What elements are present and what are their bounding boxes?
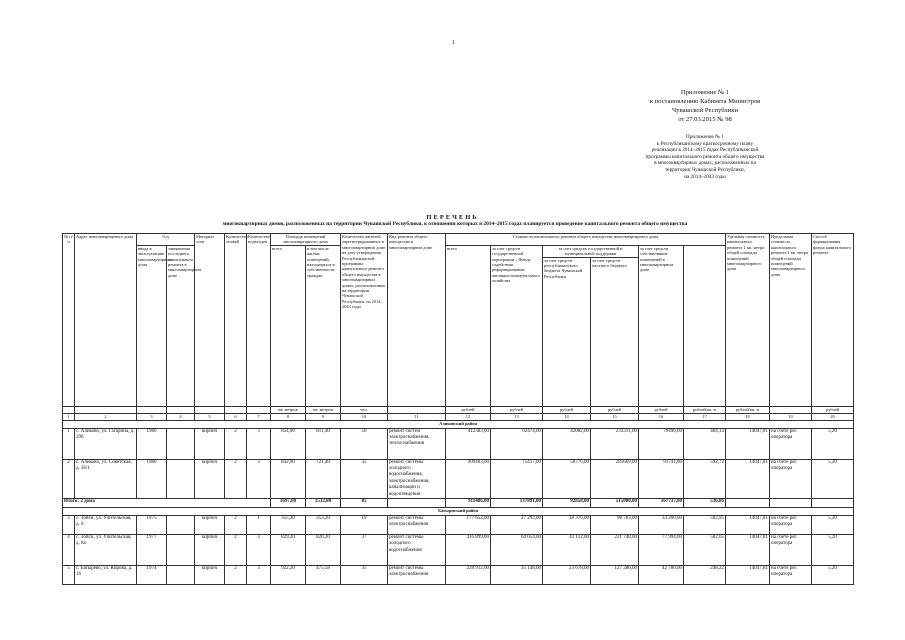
cell-method: на счете рег. оператора [770,459,812,498]
cell-cost-rep: 50776,00 [543,459,591,498]
document-title: ПЕРЕЧЕНЬ [426,214,479,221]
cell-cost-total: 177 652,00 [446,516,491,535]
column-number: 9 [306,413,341,420]
column-number: 8 [271,413,306,420]
cell-area-private: 820,20 [306,535,341,566]
unit-rub: рублей [543,406,591,413]
header-cost-total: всего [446,245,491,406]
column-number: 20 [812,413,854,420]
header-row-1 [63,234,854,246]
table-row [63,516,854,535]
unit-area: кв. метров [306,406,341,413]
header-fund-method: Способ формирования фонда капитального ремонта [812,234,854,407]
total-unit-cost: 536,86 [684,499,726,508]
header-floors: Количество этажей [225,234,247,407]
total-cost-total: 911486,00 [446,499,491,508]
cell-cost-owners: 91741,00 [639,459,684,498]
cell-unit-cost: 502,65 [684,535,726,566]
cell-year-built: 1975 [137,516,167,535]
table-row [63,459,854,498]
cell-cost-local: 231 740,00 [591,535,639,566]
header-unit-cost: Удельная стоимость капитального ремонта 1 кв. метра общей площади помещений многоквартирного дома [726,234,770,407]
cell-address: с. Батырево, ул. Кирова, д. 16 [75,566,137,585]
appendix-sub-line: программы капитального ремонта общего имущества [645,153,765,160]
cell-method: на счете рег. оператора [770,566,812,585]
cell-area-total: 842,90 [271,459,306,498]
cell-cost-local: 281669,00 [591,459,639,498]
cell-year-reno [167,566,195,585]
cell-floors: 2 [225,428,247,459]
cell-cost-total: 499403,00 [446,459,491,498]
total-empty-cell [388,499,446,508]
units-row [63,406,854,413]
appendix-sub-line: в многоквартирных домах, расположенных на [654,160,756,167]
cell-area-private: 721,40 [306,459,341,498]
cell-cost-fund: 75417,00 [491,459,543,498]
appendix-sub-line: Приложение № 1 [686,134,724,140]
header-work-type: Вид ремонта общего имущества в многоквартирном доме [388,234,446,407]
cell-residents: 35 [341,566,388,585]
cell-cost-rep: 42082,00 [543,428,591,459]
cell-area-private: 811,40 [306,428,341,459]
appendix-main-line: от 27.03.2015 № 98 [678,116,732,123]
cell-floors: 2 [225,516,247,535]
cell-method: на счете рег. оператора [770,516,812,535]
cell-residents: 35 [341,459,388,498]
column-number: 16 [639,413,684,420]
column-number: 10 [341,413,388,420]
cell-max-cost: 14047,81 [726,566,770,585]
cell-cost-rep: 43 112,00 [543,535,591,566]
cell-cost-fund: 35 148,00 [491,566,543,585]
cell-address: с. Тойси, ул. Учительская, д. 8а [75,535,137,566]
header-area-total: всего [271,245,306,406]
cell-entrances: 3 [247,566,271,585]
cell-unit-cost: 484,14 [684,428,726,459]
cell-wall: кирпич [195,428,225,459]
table-row [63,566,854,585]
cell-area-total: 854,90 [271,428,306,459]
table-row [63,535,854,566]
appendix-main-line: Приложение № 1 [680,89,730,96]
column-number: 12 [446,413,491,420]
cell-floors: 2 [225,535,247,566]
cell-cost-owners: 33 200,00 [639,516,684,535]
cell-cost-owners: 79496,00 [639,428,684,459]
cell-wall: кирпич [195,535,225,566]
cell-cost-owners: 42 780,00 [639,566,684,585]
appendix-main [600,88,810,124]
cell-work: ремонт системы холодного водоснабжения, электроснабжения, канализации и водоотведения [388,459,446,498]
cell-max-cost: 14047,81 [726,535,770,566]
header-year-built: ввода в эксплуатацию многоквартирного дома [137,245,167,406]
unit-rub: рублей [591,406,639,413]
header-max-cost: Предельная стоимость капитального ремонта 1 кв. метра общей площади помещений многоквартирного дома [770,234,812,407]
cell-floors: 2 [225,566,247,585]
cell-min: 5,20 [812,428,854,459]
header-cost-state: за счет средств государственной и муниципальной поддержки [543,245,639,257]
cell-area-total: 922,20 [271,566,306,585]
cell-cost-fund: 62474,00 [491,428,543,459]
column-number: 18 [726,413,770,420]
cell-wall: кирпич [195,516,225,535]
header-entrances: Количество подъездов [247,234,271,407]
unit-rub: рублей [491,406,543,413]
total-empty-cell [770,499,812,508]
column-numbers-row [63,413,854,420]
column-number: 1 [63,413,75,420]
cell-unit-cost: 592,72 [684,459,726,498]
header-cost-group: Стоимость капитального ремонта общего имущества многоквартирного дома [446,234,726,246]
column-number: 4 [167,413,195,420]
cell-entrances: 3 [247,428,271,459]
header-cost-rep: за счет средств республиканского бюджета Чувашской Республики [543,257,591,406]
unit-rub: рублей [446,406,491,413]
cell-year-built: 1980 [137,459,167,498]
cell-cost-local: 98 783,00 [591,516,639,535]
cell-year-reno [167,459,195,498]
header-wall: Материал стен [195,234,225,407]
district-row [63,508,854,516]
cell-address: с. Аликово, ул. Гагарина, д. 29б [75,428,137,459]
district-row [63,420,854,428]
cell-cost-owners: 77 994,00 [639,535,684,566]
cell-year-reno [167,428,195,459]
total-area-total: 1697,80 [271,499,306,508]
cell-area-private: 353,20 [306,516,341,535]
cell-min: 5,20 [812,459,854,498]
cell-work: ремонт системы электроснабжения [388,516,446,535]
cell-wall: кирпич [195,566,225,585]
cell-address: с. Тойси, ул. Учительская, д. 6 [75,516,137,535]
appendix-sub-line: к Республиканскому краткосрочному плану [656,140,754,147]
unit-area: кв. метров [271,406,306,413]
appendix-sub [600,134,810,180]
total-cost-rep: 92858,00 [543,499,591,508]
total-empty-cell [726,499,770,508]
total-area-private: 1532,80 [306,499,341,508]
column-number: 5 [195,413,225,420]
column-number: 11 [388,413,446,420]
cell-area-total: 829,20 [271,535,306,566]
cell-max-cost: 14047,81 [726,459,770,498]
column-number: 14 [543,413,591,420]
page-number: 1 [452,40,455,46]
column-number: 3 [137,413,167,420]
cell-work: ремонт систем электроснабжения, теплоснабжения [388,428,446,459]
unit-rub: рублей [639,406,684,413]
cell-year-built: 1977 [137,535,167,566]
cell-method: на счете рег. оператора [770,535,812,566]
cell-residents: 19 [341,516,388,535]
header-year-reno: завершения последнего капитального ремонта в многоквартирном доме [167,245,195,406]
total-cost-owners: 167737,00 [639,499,684,508]
cell-min: 5,20 [812,566,854,585]
unit-rub-per-m2: рублей/кв. м [684,406,726,413]
header-area-group: Площадь помещений многоквартирного дома [271,234,341,246]
cell-entrances: 3 [247,459,271,498]
cell-cost-local: 233331,00 [591,428,639,459]
total-cost-local: 515000,00 [591,499,639,508]
cell-unit-cost: 502,95 [684,516,726,535]
cell-num: 2 [63,459,75,498]
appendix-sub-line: территории Чувашской Республики, [665,166,745,173]
column-number: 2 [75,413,137,420]
cell-year-built: 1974 [137,566,167,585]
district-name: Аликовский район [63,420,854,428]
header-cost-local: за счет средств местного бюджета [591,257,639,406]
cell-work: ремонт системы холодного водоснабжения [388,535,446,566]
total-row [63,499,854,508]
cell-residents: 50 [341,428,388,459]
cell-cost-total: 412383,00 [446,428,491,459]
cell-cost-fund: 27 293,00 [491,516,543,535]
cell-method: на счете рег. оператора [770,428,812,459]
appendix-sub-line: реализации в 2014–2015 годах Республиканской [651,147,759,154]
cell-num: 3 [63,516,75,535]
cell-work: ремонт системы электроснабжения [388,566,446,585]
table-data [63,420,854,584]
cell-cost-local: 127 286,00 [591,566,639,585]
header-year-group: Год [137,234,195,246]
cell-residents: 37 [341,535,388,566]
column-number: 7 [247,413,271,420]
header-address: Адрес многоквартирного дома [75,234,137,407]
cell-cost-total: 228 912,00 [446,566,491,585]
header-cost-fund: за счет средств государственной корпорации – Фонда содействия реформированию жилищно-коммунального хозяйства [491,245,543,406]
document-subtitle: многоквартирных домов, расположенных на территории Чувашской Республики, в отношении которых в 2014–2015 годах планируется проведение капитального ремонта общего имущества [222,221,688,227]
total-label: Итого: 2 дома [63,499,271,508]
appendix-main-line: Чувашской Республики [672,107,738,114]
cell-floors: 2 [225,459,247,498]
cell-num: 1 [63,428,75,459]
cell-year-built: 1980 [137,428,167,459]
cell-area-private: 475,58 [306,566,341,585]
cell-min: 5,20 [812,516,854,535]
cell-year-reno [167,516,195,535]
column-number: 6 [225,413,247,420]
cell-cost-total: 416 899,00 [446,535,491,566]
cell-unit-cost: 248,22 [684,566,726,585]
cell-num: 5 [63,566,75,585]
total-empty-cell [812,499,854,508]
cell-max-cost: 14047,81 [726,516,770,535]
unit-rub: рублей [812,406,854,413]
total-cost-fund: 137891,00 [491,499,543,508]
district-name: Батыревский район [63,508,854,516]
cell-entrances: 3 [247,535,271,566]
header-area-private: в том числе жилых помещений, находящихся в собственности граждан [306,245,341,406]
cell-max-cost: 14047,81 [726,428,770,459]
cell-min: 5,20 [812,535,854,566]
cell-wall: кирпич [195,459,225,498]
unit-people: чел. [341,406,388,413]
cell-area-total: 355,20 [271,516,306,535]
table-row [63,428,854,459]
cell-address: с. Аликово, ул. Советская, д. 36/1 [75,459,137,498]
unit-rub-per-m2: рублей/кв. м [726,406,770,413]
header-residents: Количество жителей, зарегистрированных в многоквартирном доме на дату утверждения Республиканской программы капитального ремонта общего имущества в многоквартирных домах, расположенных на территории Чувашской Республики, на 2014–2043 годы [341,234,388,407]
cell-year-reno [167,535,195,566]
column-number: 19 [770,413,812,420]
appendix-sub-line: на 2014–2043 годы [684,173,726,180]
total-residents: 85 [341,499,388,508]
register-table [62,233,854,585]
column-number: 17 [684,413,726,420]
cell-cost-rep: 23 678,00 [543,566,591,585]
cell-entrances: 1 [247,516,271,535]
cell-cost-rep: 18 376,00 [543,516,591,535]
header-cost-owners: за счет средств собственников помещений в многоквартирном доме [639,245,684,406]
header-num: № п/п [63,234,75,407]
column-number: 15 [591,413,639,420]
cell-cost-fund: 64 054,00 [491,535,543,566]
column-number: 13 [491,413,543,420]
appendix-main-line: к постановлению Кабинета Министров [649,98,761,105]
cell-num: 4 [63,535,75,566]
